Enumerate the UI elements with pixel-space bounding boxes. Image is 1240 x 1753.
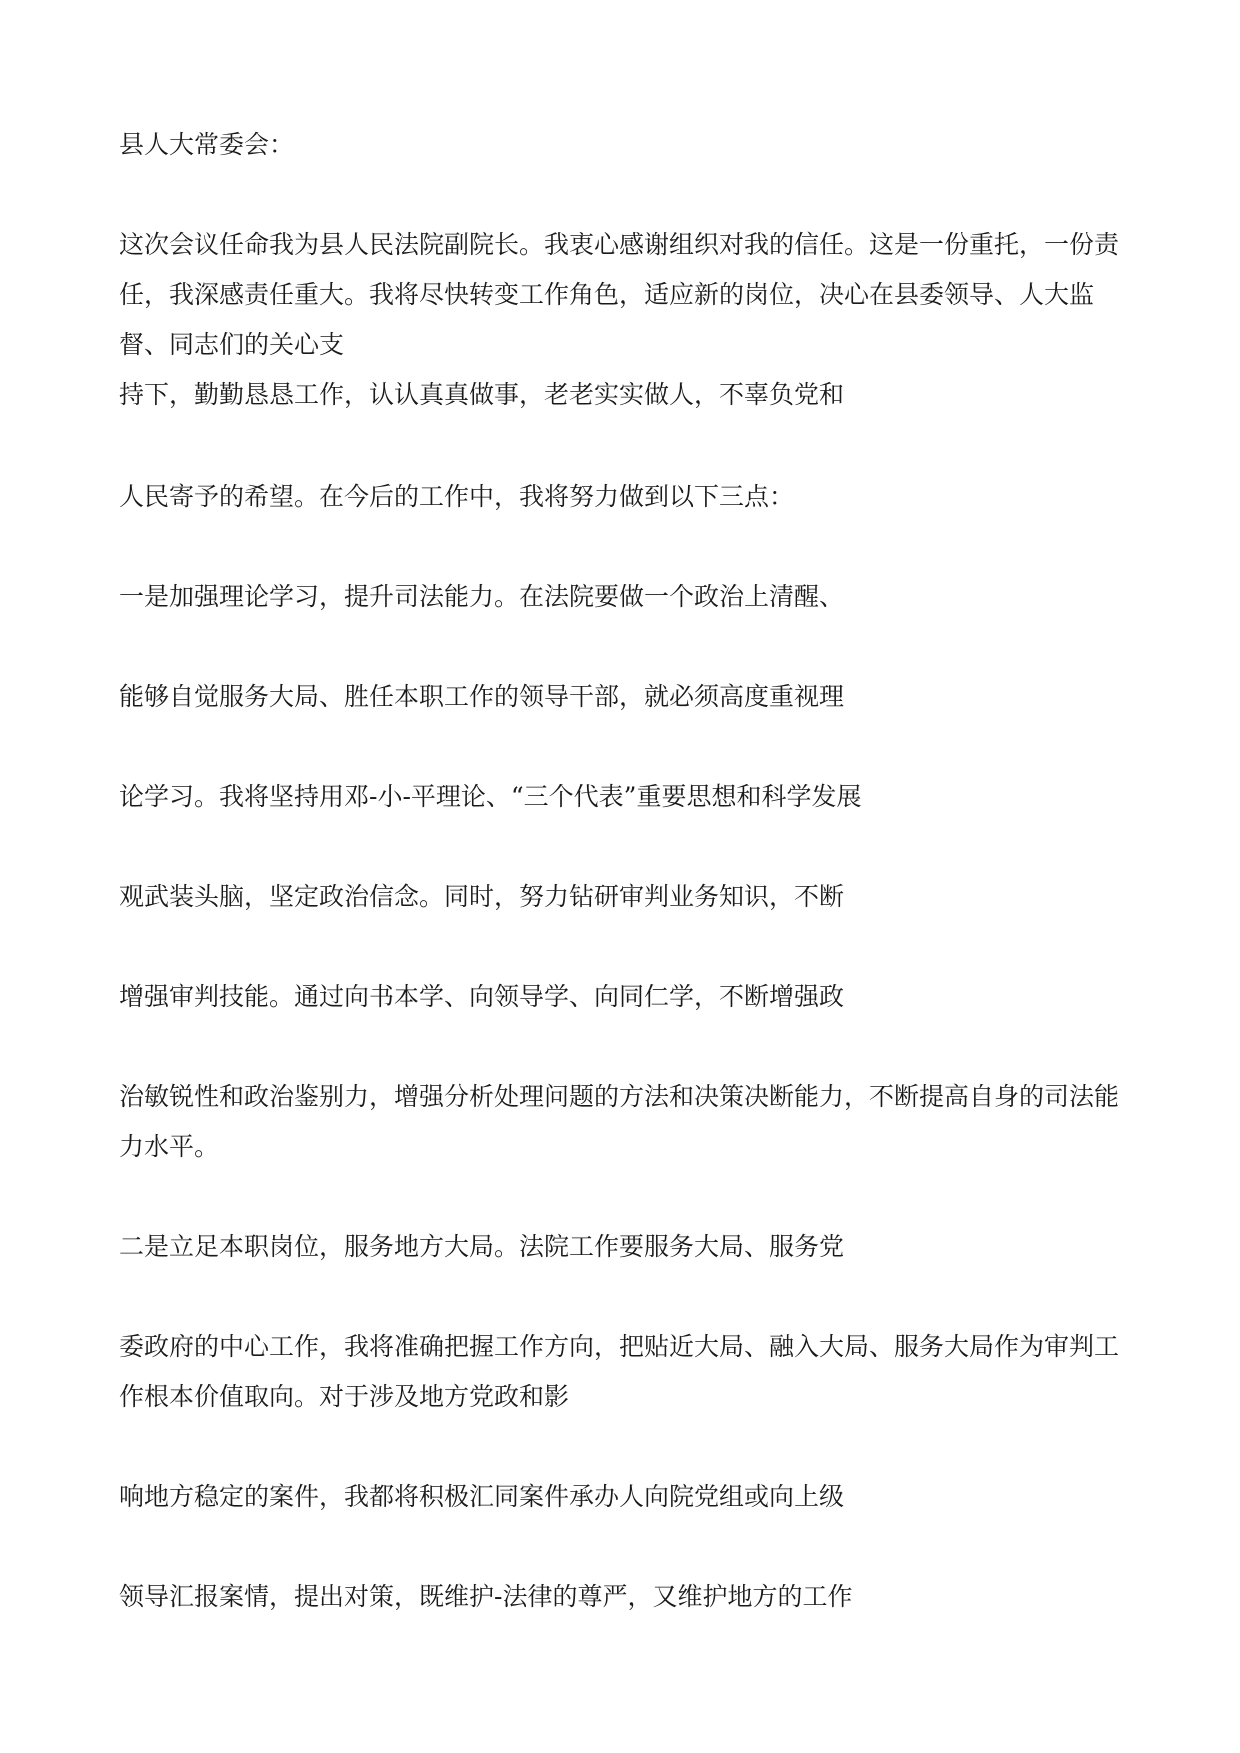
paragraph-7: 观武装头脑，坚定政治信念。同时，努力钻研审判业务知识，不断 [119, 882, 845, 911]
paragraph-1: 这次会议任命我为县人民法院副院长。我衷心感谢组织对我的信任。这是一份重托，一份责任，我深感责任重大。我将尽快转变工作角色，适应新的岗位，决心在县委领导、人大监督、同志们的关心支 [119, 230, 1120, 359]
salutation: 县人大常委会： [119, 130, 295, 159]
paragraph-2: 持下，勤勤恳恳工作，认认真真做事，老老实实做人，不辜负党和 [119, 380, 845, 409]
paragraph-11: 委政府的中心工作，我将准确把握工作方向，把贴近大局、融入大局、服务大局作为审判工作根本价值取向。对于涉及地方党政和影 [119, 1332, 1120, 1411]
paragraph-9: 治敏锐性和政治鉴别力，增强分析处理问题的方法和决策决断能力，不断提高自身的司法能力水平。 [119, 1082, 1120, 1161]
paragraph-10: 二是立足本职岗位，服务地方大局。法院工作要服务大局、服务党 [119, 1232, 845, 1261]
paragraph-8: 增强审判技能。通过向书本学、向领导学、向同仁学，不断增强政 [119, 982, 845, 1011]
paragraph-5: 能够自觉服务大局、胜任本职工作的领导干部，就必须高度重视理 [119, 682, 845, 711]
paragraph-6: 论学习。我将坚持用邓-小-平理论、“三个代表”重要思想和科学发展 [119, 782, 862, 811]
paragraph-3: 人民寄予的希望。在今后的工作中，我将努力做到以下三点： [119, 482, 795, 511]
paragraph-12: 响地方稳定的案件，我都将积极汇同案件承办人向院党组或向上级 [119, 1482, 845, 1511]
paragraph-4: 一是加强理论学习，提升司法能力。在法院要做一个政治上清醒、 [119, 582, 845, 611]
paragraph-13: 领导汇报案情，提出对策，既维护-法律的尊严，又维护地方的工作 [119, 1582, 853, 1611]
